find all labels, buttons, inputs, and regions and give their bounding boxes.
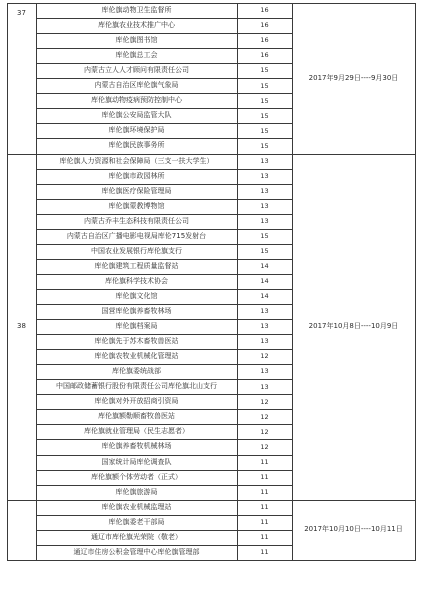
count-cell: 11 bbox=[260, 487, 269, 496]
org-name-cell: 内蒙古乔丰生态科技有限责任公司 bbox=[84, 216, 189, 225]
count-cell: 12 bbox=[260, 412, 269, 421]
week-number-cell: 37 bbox=[17, 9, 26, 18]
count-cell: 12 bbox=[260, 397, 269, 406]
count-cell: 14 bbox=[260, 277, 269, 286]
org-name-cell: 库伦旗动物疫病预防控制中心 bbox=[91, 96, 182, 105]
org-name-cell: 库伦旗就业管理局（民生志愿者） bbox=[84, 427, 189, 436]
org-name-cell: 库伦旗市政园林所 bbox=[108, 171, 165, 180]
org-name-cell: 库伦旗公安局监管大队 bbox=[101, 111, 172, 120]
org-name-cell: 库伦旗动物卫生监督所 bbox=[101, 6, 172, 15]
org-name-cell: 库伦旗建筑工程质量监督站 bbox=[94, 261, 179, 270]
count-cell: 13 bbox=[260, 337, 269, 346]
week-number-cell bbox=[7, 500, 36, 515]
count-cell: 13 bbox=[260, 322, 269, 331]
org-name-cell: 库伦旗委统战部 bbox=[112, 367, 161, 376]
count-cell: 15 bbox=[260, 141, 269, 150]
date-range-cell: 2017年10月8日----10月9日 bbox=[308, 322, 399, 331]
count-cell: 11 bbox=[260, 533, 269, 542]
count-cell: 16 bbox=[260, 36, 269, 45]
count-cell: 13 bbox=[260, 156, 269, 165]
count-cell: 13 bbox=[260, 186, 269, 195]
org-name-cell: 内蒙古立人人才顾问有限责任公司 bbox=[84, 66, 189, 75]
count-cell: 16 bbox=[260, 6, 269, 15]
org-name-cell: 库伦旗蒙教博物馆 bbox=[108, 201, 165, 210]
date-range-cell: 2017年10月10日----10月11日 bbox=[304, 525, 403, 534]
org-name-cell: 库伦旗环境保护局 bbox=[108, 126, 165, 135]
count-cell: 14 bbox=[260, 292, 269, 301]
count-cell: 16 bbox=[260, 51, 269, 60]
org-name-cell: 库伦旗养畜牧机械林场 bbox=[101, 442, 172, 451]
count-cell: 11 bbox=[260, 472, 269, 481]
org-name-cell: 库伦旗档案局 bbox=[115, 322, 158, 331]
org-name-cell: 国营库伦旗养畜牧林场 bbox=[101, 307, 172, 316]
count-cell: 11 bbox=[260, 502, 269, 511]
org-name-cell: 库伦旗先于苏木畜牧兽医站 bbox=[94, 337, 179, 346]
count-cell: 11 bbox=[260, 548, 269, 557]
column-border bbox=[415, 3, 416, 561]
count-cell: 13 bbox=[260, 216, 269, 225]
org-name-cell: 内蒙古自治区库伦旗气象局 bbox=[94, 81, 179, 90]
org-name-cell: 库伦旗对外开放招商引资局 bbox=[94, 397, 179, 406]
count-cell: 15 bbox=[260, 111, 269, 120]
count-cell: 12 bbox=[260, 442, 269, 451]
org-name-cell: 中国邮政储蓄银行股份有限责任公司库伦旗北山支行 bbox=[56, 382, 217, 391]
org-name-cell: 库伦旗文化馆 bbox=[115, 291, 158, 300]
count-cell: 15 bbox=[260, 96, 269, 105]
count-cell: 13 bbox=[260, 367, 269, 376]
org-name-cell: 中国农业发展银行库伦旗支行 bbox=[91, 246, 182, 255]
org-name-cell: 库伦旗科学技术协会 bbox=[105, 276, 168, 285]
org-name-cell: 库伦旗农业技术推广中心 bbox=[98, 21, 175, 30]
org-name-cell: 库伦旗总工会 bbox=[115, 51, 158, 60]
org-name-cell: 通辽市住房公积金管理中心库伦旗管理部 bbox=[73, 547, 200, 556]
count-cell: 15 bbox=[260, 66, 269, 75]
org-name-cell: 通辽市库伦旗光荣院（敬老） bbox=[91, 532, 182, 541]
week-number-cell: 38 bbox=[17, 322, 26, 331]
count-cell: 11 bbox=[260, 517, 269, 526]
org-name-cell: 库伦旗图书馆 bbox=[115, 36, 158, 45]
org-name-cell: 国家统计局库伦调查队 bbox=[101, 457, 172, 466]
count-cell: 13 bbox=[260, 382, 269, 391]
count-cell: 13 bbox=[260, 171, 269, 180]
count-cell: 12 bbox=[260, 352, 269, 361]
count-cell: 15 bbox=[260, 81, 269, 90]
count-cell: 11 bbox=[260, 457, 269, 466]
org-name-cell: 库伦旗民族事务所 bbox=[108, 141, 165, 150]
count-cell: 15 bbox=[260, 232, 269, 241]
org-name-cell: 库伦旗农业机械监理站 bbox=[101, 502, 172, 511]
org-name-cell: 库伦旗额个体劳动者（正式） bbox=[91, 472, 182, 481]
count-cell: 16 bbox=[260, 21, 269, 30]
org-name-cell: 库伦旗农牧业机械化管理站 bbox=[94, 352, 179, 361]
org-name-cell: 库伦旗额勒顺畜牧兽医站 bbox=[98, 412, 175, 421]
row-border bbox=[7, 560, 416, 561]
count-cell: 14 bbox=[260, 262, 269, 271]
org-name-cell: 库伦旗人力资源和社会保障局（三支一扶大学生） bbox=[59, 156, 214, 165]
count-cell: 12 bbox=[260, 427, 269, 436]
date-range-cell: 2017年9月29日----9月30日 bbox=[308, 73, 399, 82]
count-cell: 13 bbox=[260, 201, 269, 210]
org-name-cell: 内蒙古自治区广播电影电视局库伦715发射台 bbox=[66, 231, 207, 240]
org-name-cell: 库伦旗委老干部局 bbox=[108, 517, 165, 526]
count-cell: 13 bbox=[260, 307, 269, 316]
count-cell: 15 bbox=[260, 247, 269, 256]
count-cell: 15 bbox=[260, 126, 269, 135]
org-name-cell: 库伦旗医疗保险管理局 bbox=[101, 186, 172, 195]
org-name-cell: 库伦旗旅游局 bbox=[115, 487, 158, 496]
